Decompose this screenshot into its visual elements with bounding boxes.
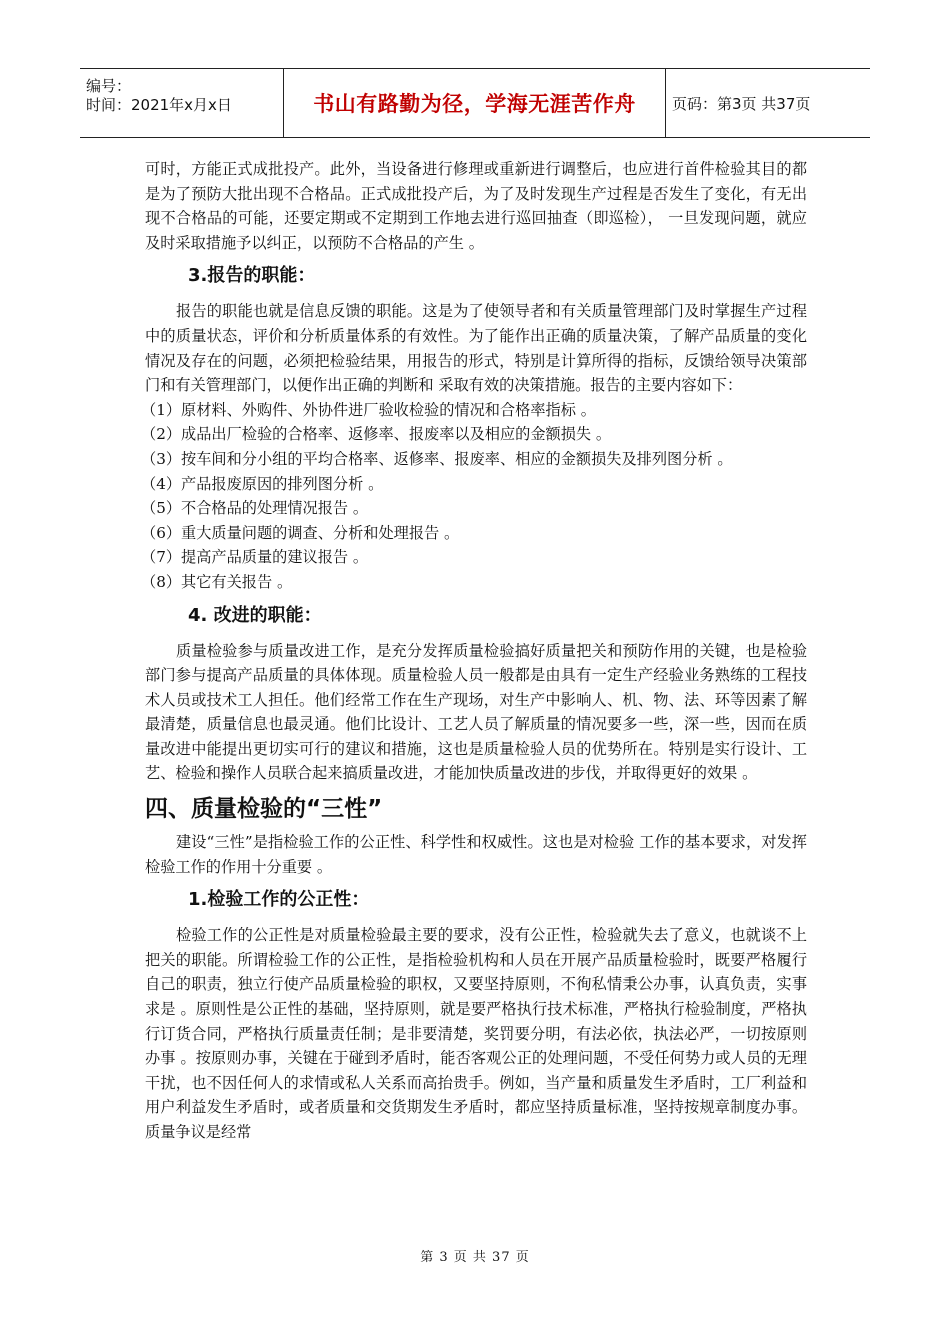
page-info: 页码：第3页 共37页 <box>672 94 811 113</box>
time-label: 时间：2021年x月x日 <box>86 96 232 114</box>
paragraph-intro: 可时，方能正式成批投产。此外，当设备进行修理或重新进行调整后，也应进行首件检验其目的都是为了预防大批出现不合格品。正式成批投产后，为了及时发现生产过程是否发生了变化，有无出现不合格品的可能，还要定期或不定期到工作地去进行巡回抽查（即巡检）， 一旦发现问题，就应及时采取措施予以纠正，以预防不合格品的产生 。 <box>145 160 807 252</box>
page-footer: 第 3 页 共 37 页 <box>420 1250 530 1265</box>
heading-report-function: 3.报告的职能： <box>188 265 316 287</box>
paragraph-report: 报告的职能也就是信息反馈的职能。这是为了使领导者和有关质量管理部门及时掌握生产过程中的质量状态，评价和分析质量体系的有效性。为了能作出正确的质量决策，了解产品质量的变化情况及存在的问题，必须把检验结果，用报告的形式，特别是计算所得的指标，反馈给领导决策部门和有关管理部门，以便作出正确的判断和 采取有效的决策措施。报告的主要内容如下： <box>145 302 807 395</box>
list-item: （3）按车间和分小组的平均合格率、返修率、报废率、相应的金额损失及排列图分析 。 <box>141 449 733 468</box>
paragraph-improve: 质量检验参与质量改进工作，是充分发挥质量检验搞好质量把关和预防作用的关键，也是检验部门参与提高产品质量的具体体现。质量检验人员一般都是由具有一定生产经验业务熟练的工程技术人员或技术工人担任。他们经常工作在生产现场，对生产中影响人、机、物、法、环等因素了解最清楚，质量信息也最灵通。他们比设计、工艺人员了解质量的情况要多一些，深一些，因而在质量改进中能提出更切实可行的建议和措施，这也是质量检验人员的优势所在。特别是实行设计、工艺、检验和操作人员联合起来搞质量改进，才能加快质量改进的步伐，并取得更好的效果 。 <box>145 641 807 783</box>
list-item: （5）不合格品的处理情况报告 。 <box>141 499 369 518</box>
paragraph-fairness: 检验工作的公正性是对质量检验最主要的要求，没有公正性，检验就失去了意义，也就谈不上把关的职能。所谓检验工作的公正性，是指检验机构和人员在开展产品质量检验时，既要严格履行自己的职责，独立行使产品质量检验的职权，又要坚持原则，不徇私情秉公办事，认真负责，实事求是 。原则性是公正性的基础，坚持原则，就是要严格执行技术标准，严格执行检验制度，严格执行订货合同，严格执行质量责任制；是非要清楚，奖罚要分明，有法必依，执法必严，一切按原则办事 。按原则办事，关键在于碰到矛盾时，能否客观公正的处理问题，不受任何势力或人员的无理干扰，也不因任何人的求情或私人关系而高抬贵手。例如，当产量和质量发生矛盾时，工厂利益和用户利益发生矛盾时，或者质量和交货期发生矛盾时，都应坚持质量标准，坚持按规章制度办事。质量争议是经常 <box>145 926 807 1141</box>
motto-text: 书山有路勤为径，学海无涯苦作舟 <box>313 92 636 116</box>
heading-section-four: 四、质量检验的“三性” <box>145 796 383 823</box>
list-item: （1）原材料、外购件、外协件进厂验收检验的情况和合格率指标 。 <box>141 400 596 419</box>
report-list <box>141 398 807 595</box>
header-motto-cell <box>284 69 666 137</box>
list-item: （2）成品出厂检验的合格率、返修率、报废率以及相应的金额损失 。 <box>141 425 612 444</box>
heading-fairness: 1.检验工作的公正性： <box>188 889 370 911</box>
list-item: （4）产品报废原因的排列图分析 。 <box>141 474 384 493</box>
paragraph-section-four: 建设“三性”是指检验工作的公正性、科学性和权威性。这也是对检验 工作的基本要求，对发挥检验工作的作用十分重要 。 <box>145 833 807 876</box>
list-item: （6）重大质量问题的调查、分析和处理报告 。 <box>141 523 460 542</box>
document-header <box>80 68 870 138</box>
number-label: 编号： <box>86 77 132 95</box>
header-page-cell <box>666 69 870 137</box>
heading-improve-function: 4. 改进的职能： <box>188 604 322 626</box>
list-item: （7）提高产品质量的建议报告 。 <box>141 548 369 567</box>
document-body <box>141 157 807 1145</box>
list-item: （8）其它有关报告 。 <box>141 572 293 591</box>
header-meta-cell <box>80 69 284 137</box>
